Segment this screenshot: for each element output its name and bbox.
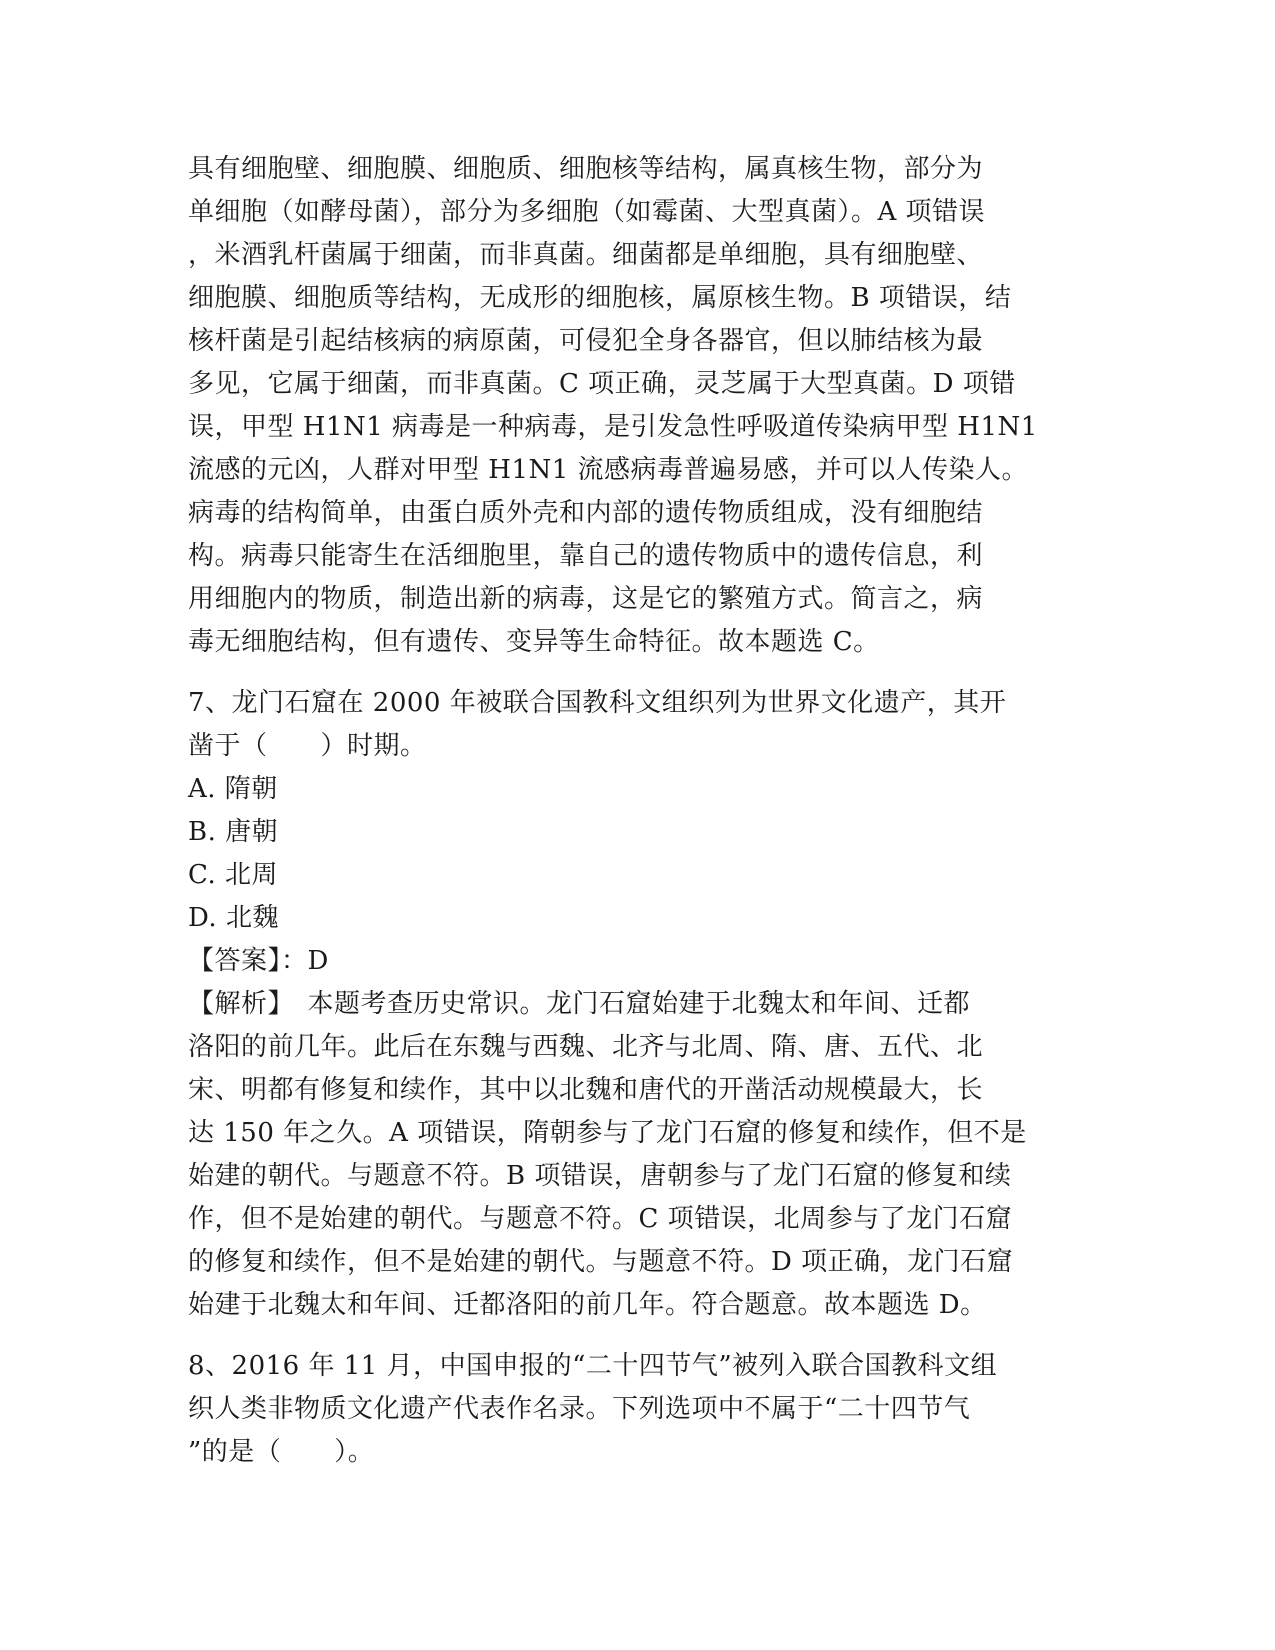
analysis-line: 达 150 年之久。A 项错误，隋朝参与了龙门石窟的修复和续作，但不是 bbox=[188, 1118, 1027, 1148]
question-7 bbox=[188, 682, 1078, 1327]
question-stem-line: 7、龙门石窟在 2000 年被联合国教科文组织列为世界文化遗产，其开 bbox=[188, 688, 1007, 718]
question-stem-line: 织人类非物质文化遗产代表作名录。下列选项中不属于“二十四节气 bbox=[188, 1394, 971, 1424]
spacer bbox=[188, 1327, 1078, 1345]
analysis-line: 细胞膜、细胞质等结构，无成形的细胞核，属原核生物。B 项错误，结 bbox=[188, 283, 1012, 313]
analysis-line: 具有细胞壁、细胞膜、细胞质、细胞核等结构，属真核生物，部分为 bbox=[188, 154, 984, 184]
analysis-line: 流感的元凶，人群对甲型 H1N1 流感病毒普遍易感，并可以人传染人。 bbox=[188, 455, 1029, 485]
question-stem-line: 8、2016 年 11 月，中国申报的“二十四节气”被列入联合国教科文组 bbox=[188, 1351, 998, 1381]
analysis-line: 误，甲型 H1N1 病毒是一种病毒，是引发急性呼吸道传染病甲型 H1N1 bbox=[188, 412, 1038, 442]
analysis-line: 【解析】 本题考查历史常识。龙门石窟始建于北魏太和年间、迁都 bbox=[188, 989, 971, 1019]
analysis-line: 用细胞内的物质，制造出新的病毒，这是它的繁殖方式。简言之，病 bbox=[188, 584, 984, 614]
analysis-line: 构。病毒只能寄生在活细胞里，靠自己的遗传物质中的遗传信息，利 bbox=[188, 541, 984, 571]
document-body bbox=[188, 148, 1078, 1474]
question-stem-line: 凿于（ ）时期。 bbox=[188, 731, 427, 761]
question-stem-line: ”的是（ ）。 bbox=[188, 1437, 375, 1467]
answer-line: 【答案】：D bbox=[188, 946, 329, 976]
option-d: D. 北魏 bbox=[188, 903, 279, 933]
analysis-line: 宋、明都有修复和续作，其中以北魏和唐代的开凿活动规模最大，长 bbox=[188, 1075, 984, 1105]
analysis-line: 毒无细胞结构，但有遗传、变异等生命特征。故本题选 C。 bbox=[188, 627, 880, 657]
option-b: B. 唐朝 bbox=[188, 817, 279, 847]
analysis-line: 核杆菌是引起结核病的病原菌，可侵犯全身各器官，但以肺结核为最 bbox=[188, 326, 984, 356]
analysis-line: 单细胞（如酵母菌），部分为多细胞（如霉菌、大型真菌）。A 项错误 bbox=[188, 197, 986, 227]
analysis-line: 始建于北魏太和年间、迁都洛阳的前几年。符合题意。故本题选 D。 bbox=[188, 1290, 987, 1320]
analysis-line: ，米酒乳杆菌属于细菌，而非真菌。细菌都是单细胞，具有细胞壁、 bbox=[188, 240, 984, 270]
analysis-line: 洛阳的前几年。此后在东魏与西魏、北齐与北周、隋、唐、五代、北 bbox=[188, 1032, 984, 1062]
analysis-line: 多见，它属于细菌，而非真菌。C 项正确，灵芝属于大型真菌。D 项错 bbox=[188, 369, 1016, 399]
analysis-line: 始建的朝代。与题意不符。B 项错误，唐朝参与了龙门石窟的修复和续 bbox=[188, 1161, 1012, 1191]
previous-analysis-continuation bbox=[188, 148, 1078, 664]
analysis-line: 的修复和续作，但不是始建的朝代。与题意不符。D 项正确，龙门石窟 bbox=[188, 1247, 1014, 1277]
option-a: A. 隋朝 bbox=[188, 774, 278, 804]
option-c: C. 北周 bbox=[188, 860, 278, 890]
analysis-line: 作，但不是始建的朝代。与题意不符。C 项错误，北周参与了龙门石窟 bbox=[188, 1204, 1013, 1234]
question-8 bbox=[188, 1345, 1078, 1474]
analysis-line: 病毒的结构简单，由蛋白质外壳和内部的遗传物质组成，没有细胞结 bbox=[188, 498, 984, 528]
spacer bbox=[188, 664, 1078, 682]
